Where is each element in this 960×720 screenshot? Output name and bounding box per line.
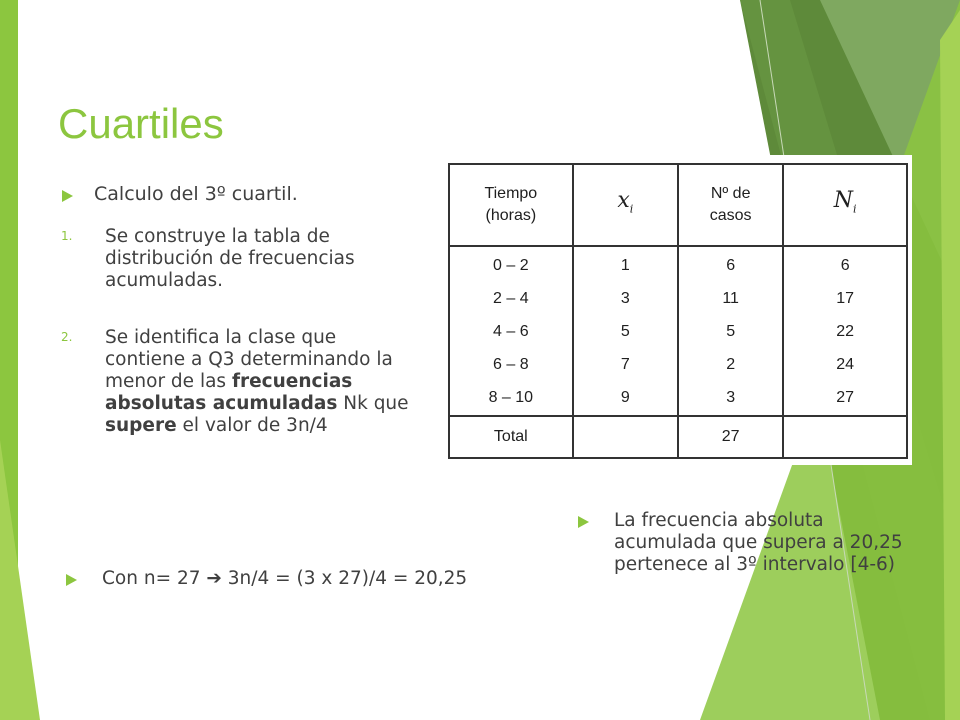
table-cell: 6 [726, 257, 736, 274]
bullet-calc [66, 568, 486, 590]
table-cell: 0 – 2 [493, 257, 529, 274]
header-Ni-base: N [833, 187, 854, 213]
header-tiempo-line1: Tiempo [484, 185, 538, 202]
header-xi [573, 164, 678, 246]
header-casos [678, 164, 783, 246]
step-number: 2. [61, 330, 73, 344]
table-cell: 5 [726, 323, 736, 340]
header-Ni [783, 164, 907, 246]
table-cell: 7 [620, 356, 630, 373]
header-xi-base: x [617, 187, 630, 213]
table-cell: 11 [722, 290, 739, 307]
step-number: 1. [61, 229, 73, 243]
step-text-part: Se identifica la clase que contiene a Q3 determinando la menor de las [105, 327, 393, 392]
slide-title: Cuartiles [58, 100, 224, 147]
arrow-bullet-icon [66, 574, 77, 586]
total-xi-empty [573, 416, 678, 458]
table-cell: 3 [620, 290, 630, 307]
table-cell: 2 – 4 [493, 290, 529, 307]
step-1 [61, 226, 421, 292]
column-casos [678, 246, 783, 416]
header-xi-sub: i [629, 202, 634, 216]
bullet-result-text: La frecuencia absoluta acumulada que supera a 20,25 pertenece al 3º intervalo [4-6) [614, 510, 903, 575]
table-cell: 22 [836, 323, 855, 340]
step-text-bold: frecuencias absolutas acumuladas [105, 371, 353, 414]
header-Ni-sub: i [853, 202, 857, 216]
step-2 [61, 327, 421, 437]
table-cell: 4 – 6 [493, 323, 529, 340]
bullet-main [62, 183, 298, 205]
table-total-row [449, 416, 907, 458]
step-text-bold: supere [105, 415, 177, 436]
column-Ni [783, 246, 907, 416]
table-header-row [449, 164, 907, 246]
table-cell: 9 [620, 389, 630, 406]
header-casos-line2: casos [709, 207, 752, 224]
table-cell: 6 – 8 [493, 356, 529, 373]
header-casos-line1: Nº de [710, 185, 751, 202]
step-text-part: el valor de 3n/4 [176, 415, 328, 436]
frequency-table-frame [440, 155, 912, 465]
step-text: Se construye la tabla de distribución de frecuencias acumuladas. [105, 226, 355, 291]
table-cell: 27 [836, 389, 855, 406]
table-cell: 24 [836, 356, 855, 373]
header-tiempo-line2: (horas) [485, 207, 537, 224]
bullet-main-text: Calculo del 3º cuartil. [94, 183, 298, 205]
table-cell: 5 [620, 323, 630, 340]
column-tiempo [449, 246, 573, 416]
table-cell: 17 [836, 290, 855, 307]
arrow-bullet-icon [578, 516, 589, 528]
table-cell: 1 [620, 257, 630, 274]
arrow-bullet-icon [62, 190, 73, 202]
table-cell: 2 [726, 356, 736, 373]
table-body [449, 246, 907, 416]
step-text [105, 327, 421, 437]
table-cell: 8 – 10 [488, 389, 534, 406]
table-cell: 6 [840, 257, 850, 274]
table-cell: 3 [726, 389, 736, 406]
total-casos: 27 [678, 416, 783, 458]
frequency-table [448, 163, 908, 459]
total-Ni-empty [783, 416, 907, 458]
column-xi [573, 246, 678, 416]
step-text-part: Nk que [337, 393, 409, 414]
bullet-result [578, 510, 918, 576]
header-tiempo [449, 164, 573, 246]
total-label: Total [449, 416, 573, 458]
bullet-calc-text: Con n= 27 ➔ 3n/4 = (3 x 27)/4 = 20,25 [102, 568, 468, 589]
left-green-wedge [0, 440, 40, 720]
